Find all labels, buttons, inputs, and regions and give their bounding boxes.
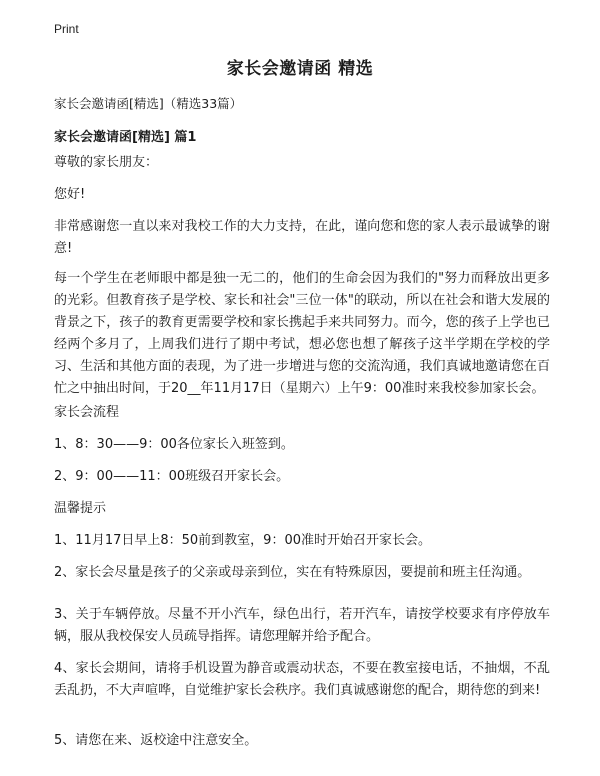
thanks-paragraph: 非常感谢您一直以来对我校工作的大力支持，在此，谨向您和您的家人表示最诚挚的谢意! bbox=[54, 219, 550, 256]
invitation-paragraph: 每一个学生在老师眼中都是独一无二的，他们的生命会因为我们的"努力而释放出更多的光彩。但教育孩子是学校、家长和社会"三位一体"的联动，所以在社会和谐大发展的背景之下，孩子的教育更需要学校和家长携起手来共同努力。而今，您的孩子上学也已经两个多月了，上周我们进行了期中考试，想必您也想了解孩子这半学期在学校的学习、生活和其他方面的表现，为了进一步增进与您的交流沟通，我们真诚地邀请您在百忙之中抽出时间，于20__年11月17日（星期六）上午9：00准时来我校参加家长会。 bbox=[54, 271, 550, 396]
greeting: 您好! bbox=[54, 187, 86, 202]
reminders-heading: 温馨提示 bbox=[54, 501, 107, 516]
agenda-item-1: 1、8：30——9：00各位家长入班签到。 bbox=[54, 437, 294, 452]
agenda-heading: 家长会流程 bbox=[54, 405, 120, 420]
reminder-item-4: 4、家长会期间，请将手机设置为静音或震动状态，不要在教室接电话，不抽烟，不乱丢乱扔，不大声喧哗，自觉维护家长会秩序。我们真诚感谢您的配合，期待您的到来! bbox=[54, 661, 550, 698]
reminder-item-3: 3、关于车辆停放。尽量不开小汽车，绿色出行，若开汽车，请按学校要求有序停放车辆，服从我校保安人员疏导指挥。请您理解并给予配合。 bbox=[54, 607, 550, 644]
section-heading: 家长会邀请函[精选] 篇1 bbox=[54, 130, 197, 145]
reminder-item-5: 5、请您在来、返校途中注意安全。 bbox=[54, 733, 258, 748]
document-title: 家长会邀请函 精选 bbox=[226, 59, 374, 79]
reminder-item-2: 2、家长会尽量是孩子的父亲或母亲到位，实在有特殊原因，要提前和班主任沟通。 bbox=[54, 565, 531, 580]
agenda-item-2: 2、9：00——11：00班级召开家长会。 bbox=[54, 469, 290, 484]
document-subtitle: 家长会邀请函[精选]（精选33篇） bbox=[54, 96, 243, 111]
salutation: 尊敬的家长朋友： bbox=[54, 155, 159, 170]
print-label: Print bbox=[54, 22, 79, 36]
reminder-item-1: 1、11月17日早上8：50前到教室，9：00准时开始召开家长会。 bbox=[54, 533, 431, 548]
